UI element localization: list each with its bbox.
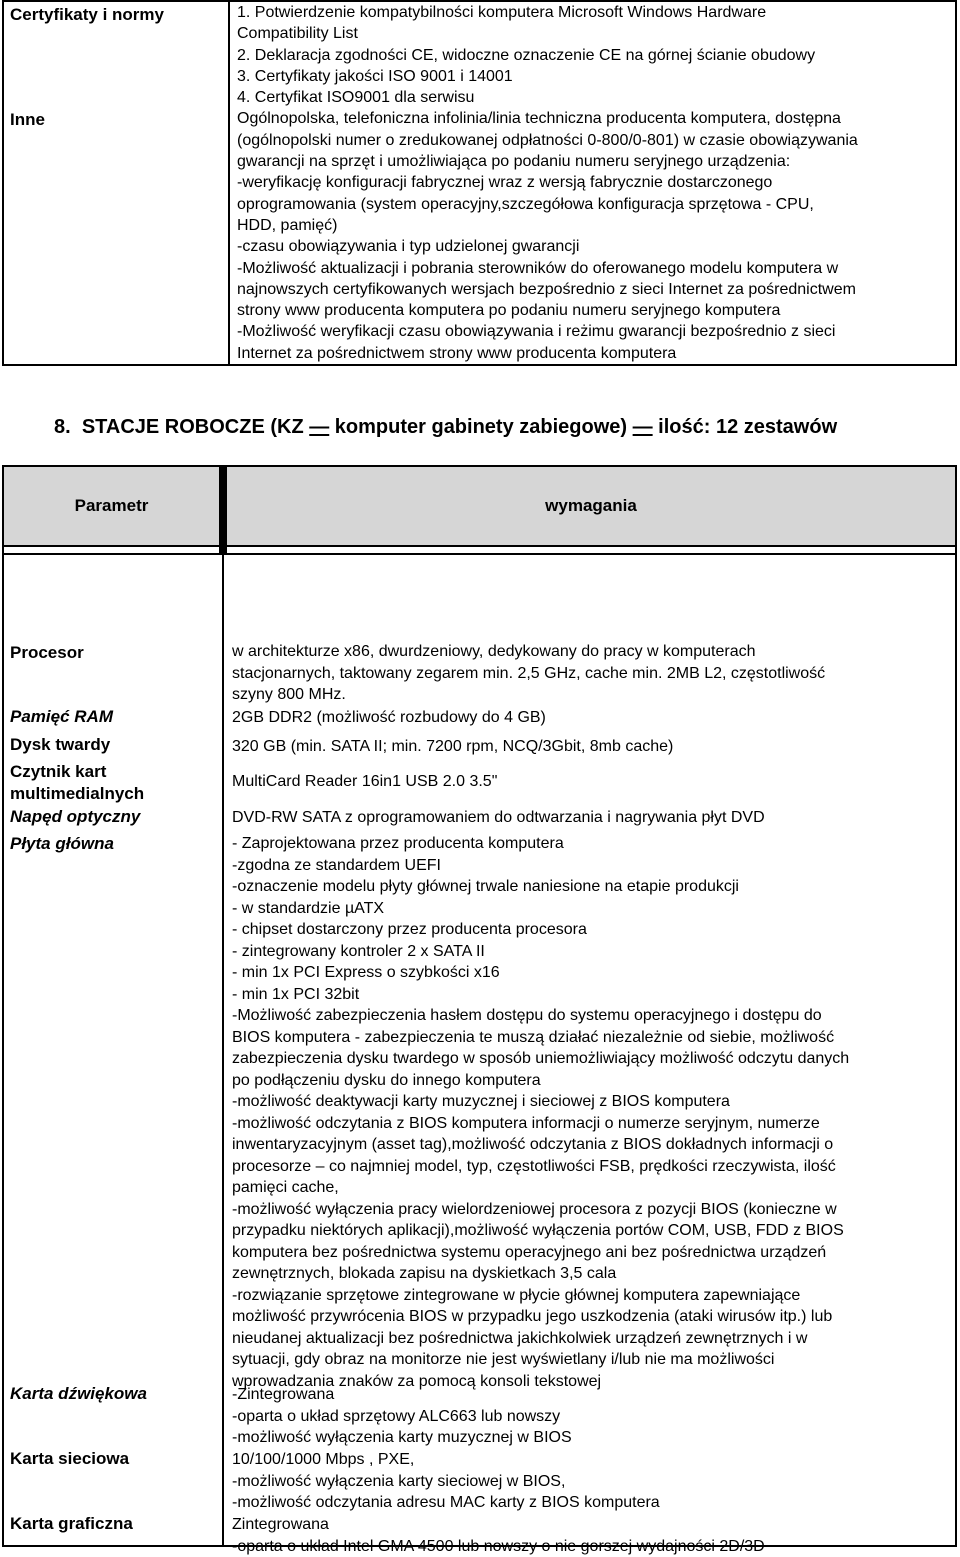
text-line: -możliwość odczytania z BIOS komputera informacji o numerze seryjnym, numerze [232,1113,951,1135]
label-column [3,1,229,365]
req-card-reader: MultiCard Reader 16in1 USB 2.0 3.5" [232,771,951,793]
param-ram: Pamięć RAM [10,707,113,726]
text-line: sytuacji, gdy obraz na monitorze nie jest wyświetlany i/lub nie ma możliwości [232,1349,951,1371]
text-line: -Możliwość zabezpieczenia hasłem dostępu do systemu operacyjnego i dostępu do [232,1005,951,1027]
text-line: stacjonarnych, taktowany zegarem min. 2,5 GHz, cache min. 2MB L2, częstotliwość [232,663,951,685]
text-line: -zgodna ze standardem UEFI [232,855,951,877]
header-parameter: Parametr [3,466,223,546]
text-line: procesorze – co najmniej model, typ, częstotliwości FSB, prędkości rzeczywista, ilość [232,1156,951,1178]
param-card-reader: Czytnik kart [10,762,106,781]
text-line: - zintegrowany kontroler 2 x SATA II [232,941,951,963]
label-certificates: Certyfikaty i normy [10,4,228,25]
text-line: - min 1x PCI 32bit [232,984,951,1006]
text-line: oprogramowania (system operacyjny,szczegółowa konfiguracja sprzętowa - CPU, [237,194,949,215]
text-line: BIOS komputera - zabezpieczenia te muszą działać niezależnie od siebie, możliwość [232,1027,951,1049]
text-line: -oparta o układ Intel GMA 4500 lub nowszy o nie gorszej wydajności 2D/3D [232,1536,951,1557]
certificates-table [2,0,957,366]
param-motherboard: Płyta główna [10,834,114,853]
requirements-column [223,554,956,1546]
certificates-text [229,1,956,365]
text-line: -Możliwość weryfikacji czasu obowiązywania i reżimu gwarancji bezpośrednio z sieci [237,321,949,342]
text-line: -możliwość wyłączenia karty muzycznej w BIOS [232,1427,951,1449]
req-disk: 320 GB (min. SATA II; min. 7200 rpm, NCQ/3Gbit, 8mb cache) [232,736,951,758]
text-line: -oznaczenie modelu płyty głównej trwale naniesione na etapie produkcji [232,876,951,898]
text-line: -oparta o układ sprzętowy ALC663 lub nowszy [232,1406,951,1428]
text-line: gwarancji na sprzęt i umożliwiająca po podaniu numeru seryjnego urządzenia: [237,151,949,172]
parameter-column [3,554,223,1546]
header-requirements: wymagania [223,466,956,546]
text-line: Compatibility List [237,23,949,44]
text-line: Zintegrowana [232,1514,951,1536]
req-procesor [232,641,951,706]
section-title-a: STACJE ROBOCZE (KZ [82,416,309,438]
param-graphics: Karta graficzna [10,1514,133,1533]
text-line: możliwość przywrócenia BIOS w przypadku jego uszkodzenia (ataki wirusów itp.) lub [232,1306,951,1328]
text-line: -weryfikację konfiguracji fabrycznej wraz z wersją fabrycznie dostarczonego [237,172,949,193]
text-line: -możliwość odczytania adresu MAC karty z BIOS komputera [232,1492,951,1514]
text-line: 3. Certyfikaty jakości ISO 9001 i 14001 [237,66,949,87]
text-line: najnowszych certyfikowanych wersjach bezpośrednio z sieci Internet za pośrednictwem [237,279,949,300]
text-line: - min 1x PCI Express o szybkości x16 [232,962,951,984]
text-line: zewnętrznych, blokada zapisu na dyskietkach 3,5 cala [232,1263,951,1285]
param-disk: Dysk twardy [10,735,110,754]
text-line: - Zaprojektowana przez producenta komputera [232,833,951,855]
text-line: inwentaryzacyjnym (asset tag),możliwość odczytania z BIOS dokładnych informacji o [232,1134,951,1156]
text-line: (ogólnopolski numer o zredukowanej odpłatności 0-800/0-801) w czasie obowiązywania [237,130,949,151]
req-optical: DVD-RW SATA z oprogramowaniem do odtwarzania i nagrywania płyt DVD [232,807,951,829]
req-motherboard [232,833,951,1392]
section-heading [54,416,837,439]
text-line: nieudanej aktualizacji bez pośrednictwa jakichkolwiek urządzeń zewnętrznych i w [232,1328,951,1350]
label-other: Inne [10,109,228,130]
text-line: wprowadzania znaków za pomocą konsoli tekstowej [232,1371,951,1393]
text-line: - w standardzie µATX [232,898,951,920]
section-dash: — [309,416,329,438]
req-network [232,1449,951,1514]
section-title-c: ilość: 12 zestawów [653,416,838,438]
text-line: szyny 800 MHz. [232,684,951,706]
text-line: -czasu obowiązywania i typ udzielonej gwarancji [237,236,949,257]
param-procesor: Procesor [10,643,84,662]
text-line: strony www producenta komputera po podaniu numeru seryjnego komputera [237,300,949,321]
text-line: komputera bez pośrednictwa systemu operacyjnego ani bez pośrednictwa urządzeń [232,1242,951,1264]
text-line: 10/100/1000 Mbps , PXE, [232,1449,951,1471]
param-network: Karta sieciowa [10,1449,129,1468]
text-line: przypadku niektórych aplikacji),możliwość wyłączenia portów COM, USB, FDD z BIOS [232,1220,951,1242]
text-line: pamięci cache, [232,1177,951,1199]
text-line: w architekturze x86, dwurdzeniowy, dedykowany do pracy w komputerach [232,641,951,663]
text-line: Ogólnopolska, telefoniczna infolinia/linia techniczna producenta komputera, dostępna [237,108,949,129]
req-ram: 2GB DDR2 (możliwość rozbudowy do 4 GB) [232,707,951,729]
spec-table [2,465,957,1547]
section-number: 8. [54,416,71,438]
text-line: po podłączeniu dysku do innego komputera [232,1070,951,1092]
section-title-b: komputer gabinety zabiegowe) [329,416,632,438]
text-line: -możliwość deaktywacji karty muzycznej i sieciowej z BIOS komputera [232,1091,951,1113]
text-line: -Możliwość aktualizacji i pobrania sterowników do oferowanego modelu komputera w [237,258,949,279]
section-dash-2: — [633,416,653,438]
param-sound: Karta dźwiękowa [10,1384,147,1403]
param-optical: Napęd optyczny [10,807,140,826]
text-line: Internet za pośrednictwem strony www producenta komputera [237,343,949,364]
text-line: HDD, pamięć) [237,215,949,236]
text-line: -możliwość wyłączenia karty sieciowej w BIOS, [232,1471,951,1493]
req-graphics [232,1514,951,1557]
text-line: 1. Potwierdzenie kompatybilności komputera Microsoft Windows Hardware [237,2,949,23]
param-card-reader-2: multimedialnych [10,784,144,803]
text-line: zabezpieczenia dysku twardego w sposób uniemożliwiający możliwość odczytu danych [232,1048,951,1070]
text-line: -Zintegrowana [232,1384,951,1406]
req-sound [232,1384,951,1449]
text-line: 4. Certyfikat ISO9001 dla serwisu [237,87,949,108]
text-line: -rozwiązanie sprzętowe zintegrowane w płycie głównej komputera zapewniające [232,1285,951,1307]
text-line: 2. Deklaracja zgodności CE, widoczne oznaczenie CE na górnej ścianie obudowy [237,45,949,66]
text-line: -możliwość wyłączenia pracy wielordzeniowej procesora z pozycji BIOS (konieczne w [232,1199,951,1221]
text-line: - chipset dostarczony przez producenta procesora [232,919,951,941]
